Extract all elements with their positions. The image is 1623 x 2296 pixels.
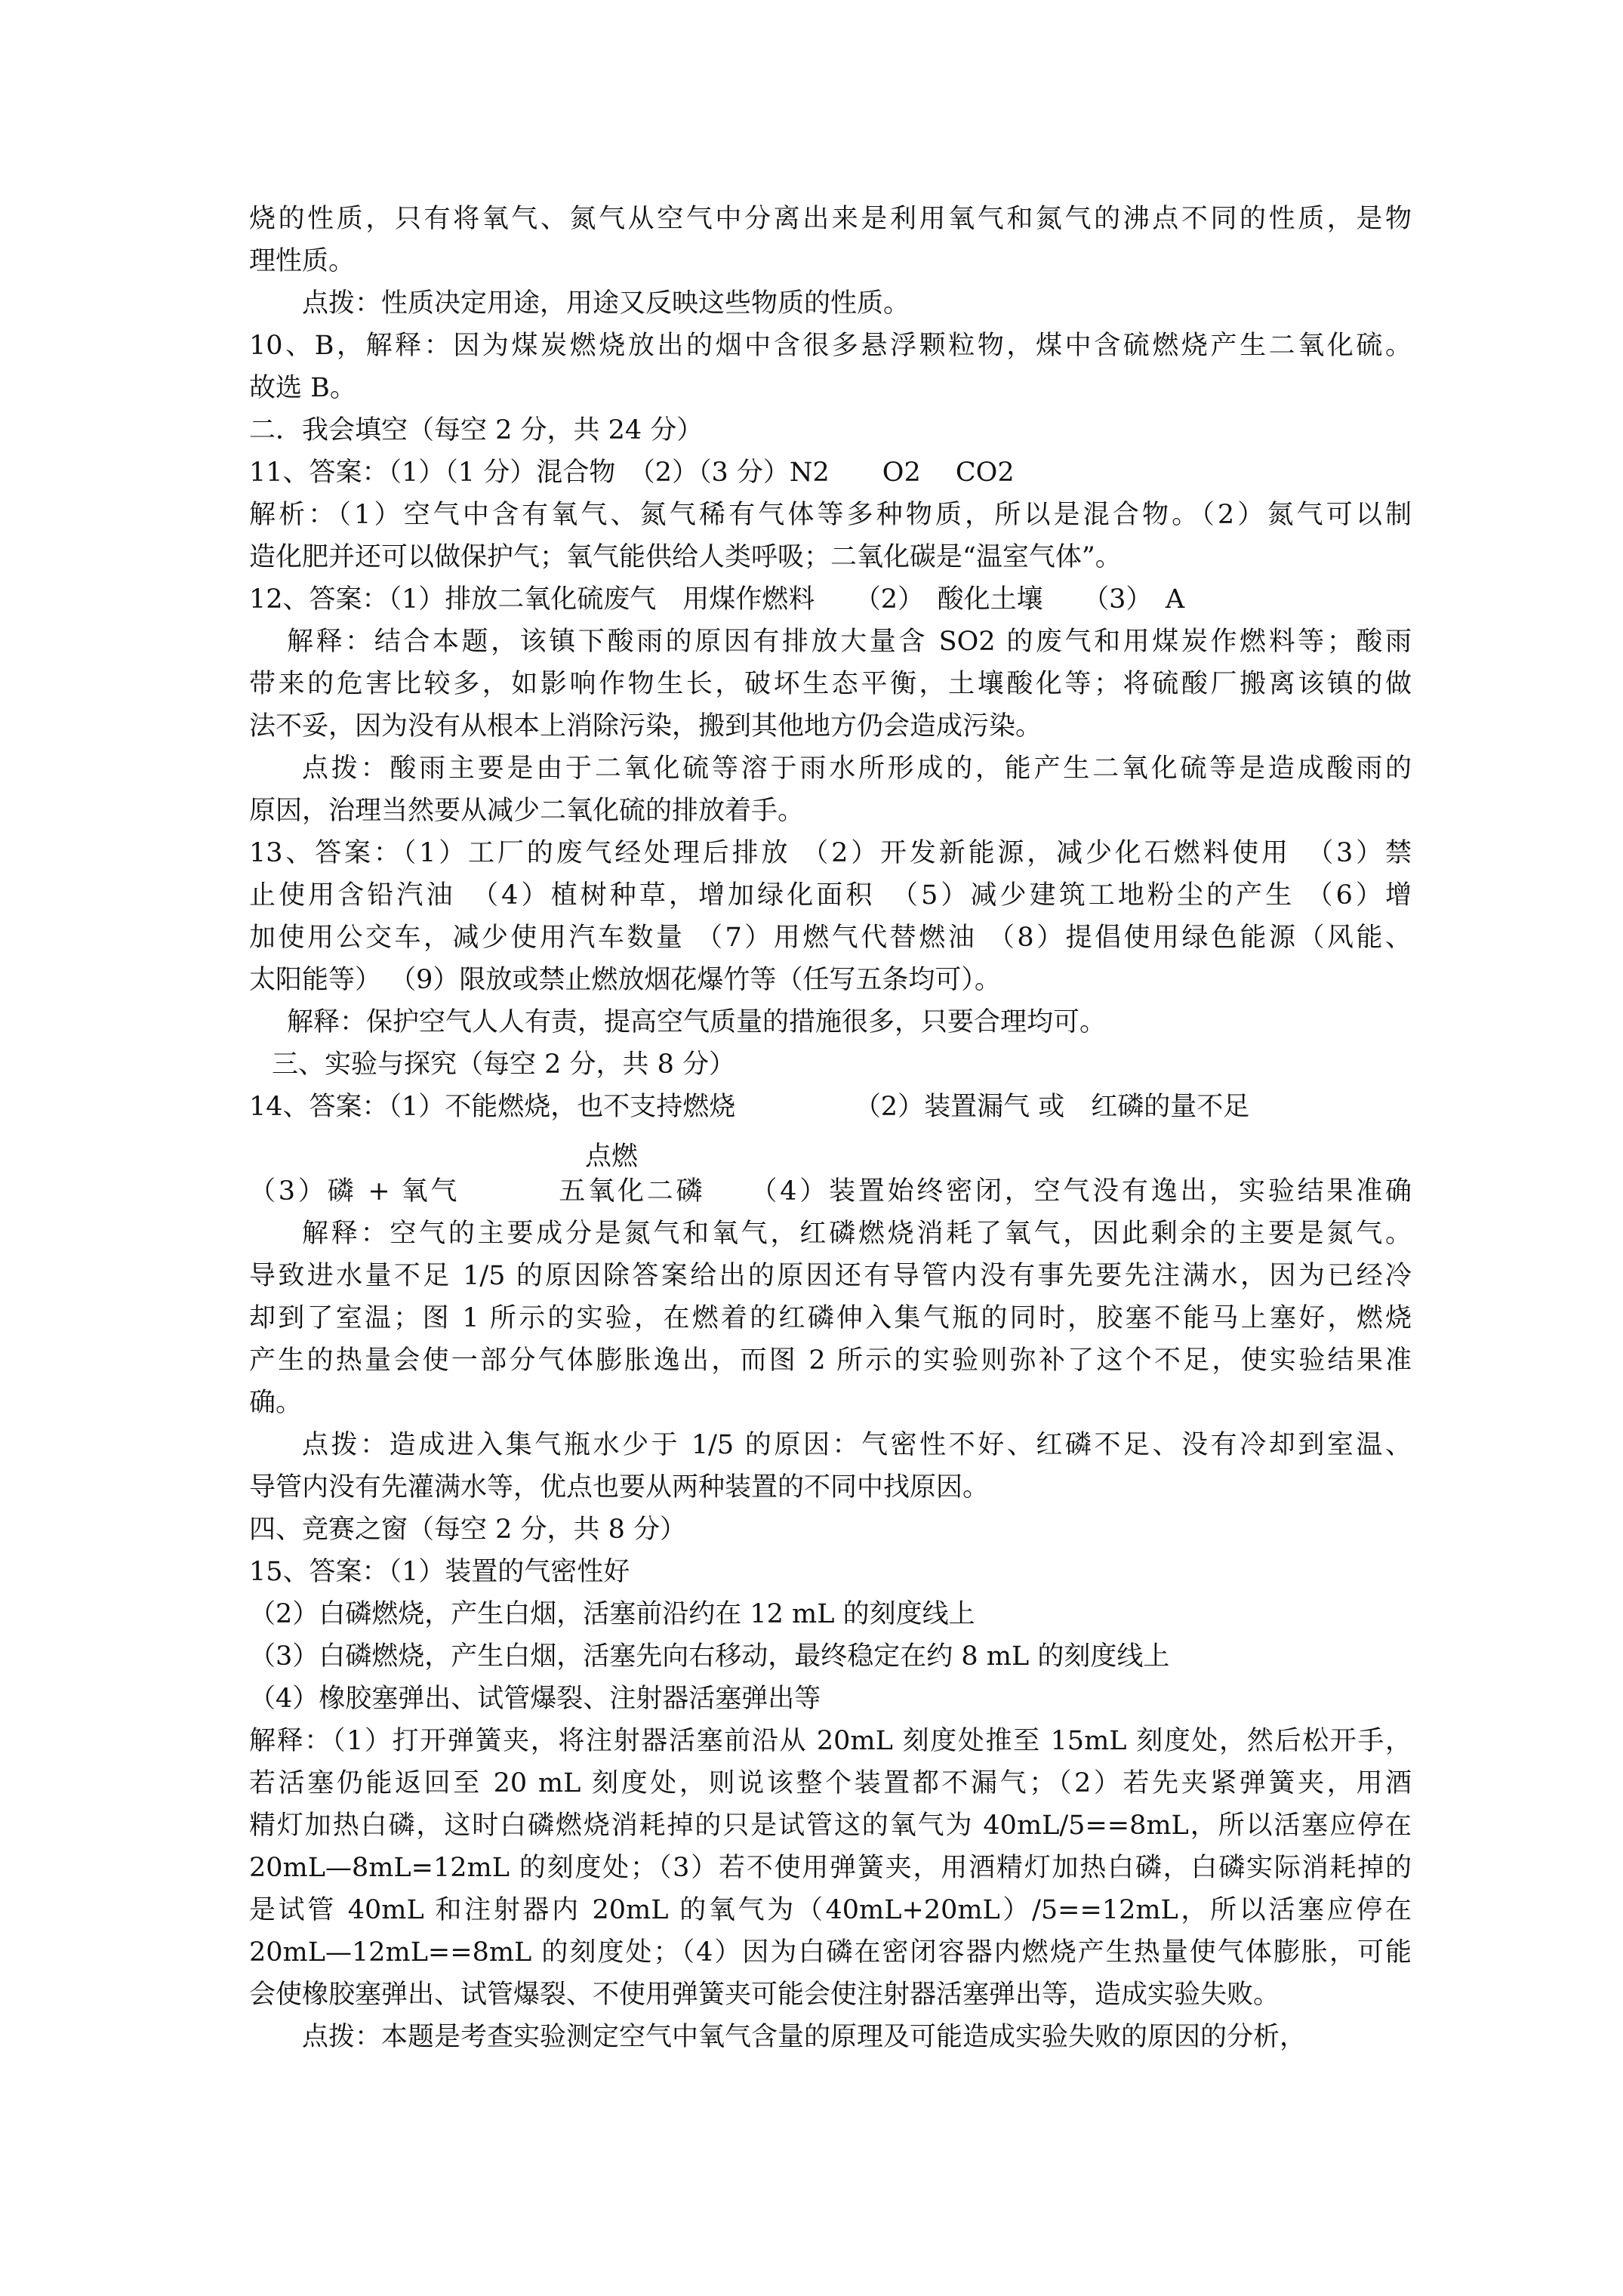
text-line: 产生的热量会使一部分气体膨胀逸出，而图 2 所示的实验则弥补了这个不足，使实验结果准 [249, 1345, 1412, 1376]
text-line: 10、B，解释：因为煤炭燃烧放出的烟中含很多悬浮颗粒物，煤中含硫燃烧产生二氧化硫。 [249, 331, 1412, 361]
text-line: 太阳能等） （9）限放或禁止燃放烟花爆竹等（任写五条均可）。 [249, 965, 1001, 995]
answer-line: 15、答案：（1）装置的气密性好 [249, 1557, 630, 1587]
text-line: 理性质。 [249, 246, 356, 276]
text-line: 加使用公交车，减少使用汽车数量 （7）用燃气代替燃油 （8）提倡使用绿色能源（风能、 [249, 923, 1412, 953]
text-line: 解析：（1）空气中含有氧气、氮气稀有气体等多种物质，所以是混合物。（2）氮气可以制 [249, 500, 1412, 530]
text-line: 20mL—12mL==8mL 的刻度处；（4）因为白磷在密闭容器内燃烧产生热量使气体膨胀，可能 [249, 1937, 1412, 1968]
text-line: 原因，治理当然要从减少二氧化硫的排放着手。 [249, 796, 805, 826]
answer-line: （4）橡胶塞弹出、试管爆裂、注射器活塞弹出等 [249, 1684, 821, 1714]
text-line: 解释：（1）打开弹簧夹，将注射器活塞前沿从 20mL 刻度处推至 15mL 刻度处，然后松开手， [249, 1726, 1412, 1756]
answer-line: 12、答案：（1）排放二氧化硫废气 用煤作燃料 （2） 酸化土壤 （3） A [249, 584, 1185, 615]
text-line: 点拨：性质决定用途，用途又反映这些物质的性质。 [302, 288, 910, 319]
text-line: 点拨：造成进入集气瓶水少于 1/5 的原因：气密性不好、红磷不足、没有冷却到室温、 [302, 1430, 1412, 1460]
text-line: 若活塞仍能返回至 20 mL 刻度处，则说该整个装置都不漏气；（2）若先夹紧弹簧夹，用酒 [249, 1768, 1412, 1798]
text-line: 止使用含铅汽油 （4）植树种草，增加绿化面积 （5）减少建筑工地粉尘的产生 （6）增 [249, 880, 1412, 911]
answer-line: （3）白磷燃烧，产生白烟，活塞先向右移动，最终稳定在约 8 mL 的刻度线上 [249, 1641, 1170, 1672]
answer-line: （2）白磷燃烧，产生白烟，活塞前沿约在 12 mL 的刻度线上 [249, 1599, 975, 1629]
answer-line: 13、答案：（1）工厂的废气经处理后排放 （2）开发新能源，减少化石燃料使用 （3）禁 [249, 838, 1412, 868]
section-heading: 二．我会填空（每空 2 分，共 24 分） [249, 415, 704, 445]
text-line: 法不妥，因为没有从根本上消除污染，搬到其他地方仍会造成污染。 [249, 711, 1042, 741]
section-heading: 三、实验与探究（每空 2 分，共 8 分） [272, 1049, 736, 1080]
text-line: 烧的性质，只有将氧气、氮气从空气中分离出来是利用氧气和氮气的沸点不同的性质，是物 [249, 204, 1412, 234]
document-page [249, 198, 1412, 2058]
text-line: 导管内没有先灌满水等，优点也要从两种装置的不同中找原因。 [249, 1472, 990, 1502]
text-line: 解释：空气的主要成分是氮气和氧气，红磷燃烧消耗了氧气，因此剩余的主要是氮气。 [302, 1219, 1412, 1249]
text-line: 却到了室温；图 1 所示的实验，在燃着的红磷伸入集气瓶的同时，胶塞不能马上塞好，燃烧 [249, 1303, 1412, 1333]
text-line: 造化肥并还可以做保护气；氧气能供给人类呼吸；二氧化碳是“温室气体”。 [249, 542, 1122, 572]
text-line: 点拨：酸雨主要是由于二氧化硫等溶于雨水所形成的，能产生二氧化硫等是造成酸雨的 [302, 754, 1412, 784]
text-line: 故选 B。 [249, 373, 356, 403]
text-line: 精灯加热白磷，这时白磷燃烧消耗掉的只是试管这的氧气为 40mL/5==8mL，所以活塞应停在 [249, 1811, 1412, 1841]
text-line: 导致进水量不足 1/5 的原因除答案给出的原因还有导管内没有事先要先注满水，因为已经冷 [249, 1261, 1412, 1291]
answer-line: 14、答案：（1）不能燃烧，也不支持燃烧 （2）装置漏气 或 红磷的量不足 [249, 1092, 1250, 1122]
text-line: 解释：保护空气人人有责，提高空气质量的措施很多，只要合理均可。 [287, 1007, 1107, 1037]
text-line: 点拨：本题是考查实验测定空气中氧气含量的原理及可能造成实验失败的原因的分析， [302, 2022, 1307, 2052]
text-line: 20mL—8mL=12mL 的刻度处；（3）若不使用弹簧夹，用酒精灯加热白磷，白磷实际消耗掉的 [249, 1853, 1412, 1883]
text-line: 解释：结合本题，该镇下酸雨的原因有排放大量含 SO2 的废气和用煤炭作燃料等；酸雨 [287, 627, 1412, 657]
reaction-condition [249, 1128, 1412, 1170]
section-heading: 四、竞赛之窗（每空 2 分，共 8 分） [249, 1515, 687, 1545]
text-line: 是试管 40mL 和注射器内 20mL 的氧气为（40mL+20mL）/5==12mL，所以活塞应停在 [249, 1895, 1412, 1925]
text-line: 确。 [249, 1388, 303, 1418]
text-line: 会使橡胶塞弹出、试管爆裂、不使用弹簧夹可能会使注射器活塞弹出等，造成实验失败。 [249, 1980, 1280, 2010]
answer-line: 11、答案：（1）（1 分）混合物 （2）（3 分）N2 O2 CO2 [249, 458, 1015, 488]
text-line: 带来的危害比较多，如影响作物生长，破坏生态平衡，土壤酸化等；将硫酸厂搬离该镇的做 [249, 669, 1412, 699]
reaction-condition-label: 点燃 [585, 1142, 639, 1172]
equation-line: （3）磷 + 氧气 五氧化二磷 （4）装置始终密闭，空气没有逸出，实验结果准确 [249, 1176, 1412, 1207]
